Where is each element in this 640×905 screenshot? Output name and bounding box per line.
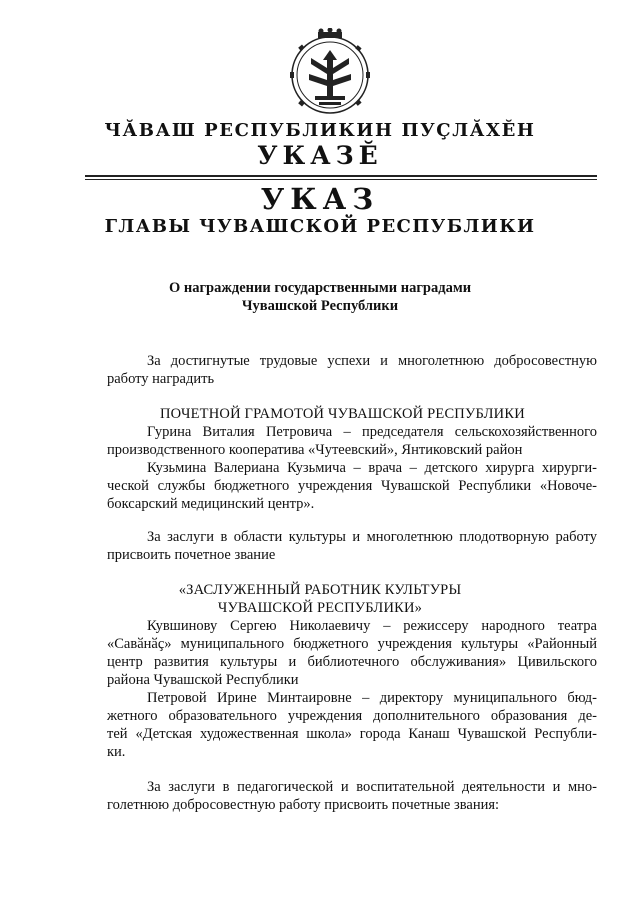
body-line: Петровой Ирине Минтаировне – директору муниципального бюд-: [147, 690, 597, 706]
body-line: За заслуги в педагогической и воспитательной деятельности и мно-: [147, 779, 597, 795]
decree-title-line2: Чувашской Республики: [241, 298, 399, 314]
award-heading: ЧУВАШСКОЙ РЕСПУБЛИКИ»: [217, 600, 423, 616]
body-line: производственного кооператива «Чутеевский», Янтиковский район: [107, 442, 523, 458]
award-heading: ПОЧЕТНОЙ ГРАМОТОЙ ЧУВАШСКОЙ РЕСПУБЛИКИ: [160, 406, 525, 422]
body-line: тей «Детская художественная школа» города Канаш Чувашской Республи-: [107, 726, 597, 742]
body-line: Кузьмина Валериана Кузьмича – врача – детского хирурга хирурги-: [147, 460, 597, 476]
header-divider: [85, 175, 597, 177]
body-line: Гурина Виталия Петровича – председателя сельскохозяйственного: [147, 424, 597, 440]
body-line: «Савӑнӑҫ» муниципального бюджетного учреждения культуры «Районный: [107, 636, 597, 652]
header-russian-line2: ГЛАВЫ ЧУВАШСКОЙ РЕСПУБЛИКИ: [104, 216, 536, 237]
header-divider-thin: [85, 179, 597, 180]
body-line: ческой службы бюджетного учреждения Чувашской Республики «Новоче-: [107, 478, 597, 494]
decree-title-line1: О награждении государственными наградами: [168, 280, 472, 296]
body-line: Кувшинову Сергею Николаевичу – режиссеру народного театра: [147, 618, 597, 634]
body-line: работу наградить: [107, 371, 215, 387]
header-russian-line1: УКАЗ: [260, 182, 380, 216]
body-line: боксарский медицинский центр».: [107, 496, 315, 512]
body-line: За заслуги в области культуры и многолетнюю плодотворную работу: [147, 529, 597, 545]
body-line: жетного образовательного учреждения дополнительного образования де-: [107, 708, 597, 724]
body-line: центр развития культуры и библиотечного обслуживания» Цивильского: [107, 654, 597, 670]
body-line: района Чувашской Республики: [107, 672, 299, 688]
body-line: голетнюю добросовестную работу присвоить почетные звания:: [107, 797, 500, 813]
header-chuvash-line2: УКАЗӖ: [257, 141, 383, 170]
header-chuvash-line1: ЧӐВАШ РЕСПУБЛИКИН ПУҪЛӐХӖН: [104, 120, 536, 141]
coat-of-arms-icon: [285, 28, 375, 118]
body-line: За достигнутые трудовые успехи и многолетнюю добросовестную: [147, 353, 597, 369]
body-line: ки.: [107, 744, 126, 760]
award-heading: «ЗАСЛУЖЕННЫЙ РАБОТНИК КУЛЬТУРЫ: [178, 582, 462, 598]
body-line: присвоить почетное звание: [107, 547, 276, 563]
